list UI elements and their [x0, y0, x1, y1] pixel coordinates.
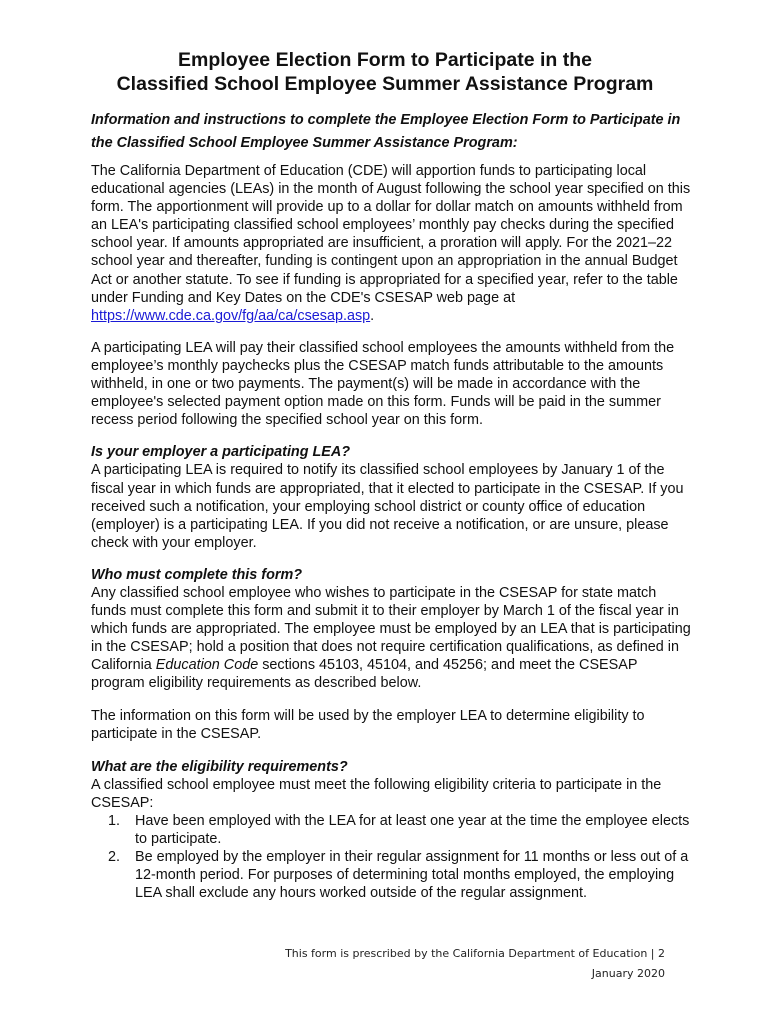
- paragraph-apportion: [91, 162, 691, 325]
- who-text-after: sections 45103, 45104, and 45256; and meet the CSESAP program eligibility requirements as described below.: [91, 657, 638, 692]
- education-code-ref: Education Code: [155, 657, 259, 674]
- heading-eligibility: What are the eligibility requirements?: [91, 758, 348, 775]
- title-line-2: Classified School Employee Summer Assistance Program: [116, 73, 654, 95]
- heading-participating-lea: Is your employer a participating LEA?: [91, 444, 351, 461]
- heading-who-must-complete: Who must complete this form?: [91, 566, 303, 583]
- list-item-text: Be employed by the employer in their regular assignment for 11 months or less out of a 12-month period. For purposes of determining total months employed, the employing LEA shall exclude any hours worked outside of the regular assignment.: [135, 849, 689, 902]
- page-title: [40, 48, 730, 96]
- document-body: [91, 109, 691, 902]
- paragraph-apportion-end: .: [370, 307, 375, 324]
- list-item-number: 1.: [108, 813, 121, 829]
- paragraph-payment: A participating LEA will pay their classified school employees the amounts withheld from the employee’s monthly paychecks plus the CSESAP match funds attributable to the amounts withheld, in one or two payments. The payment(s) will be made in accordance with the employee's selected payment option made on this form. Funds will be paid in the summer recess period following the specified school year on this form.: [91, 339, 675, 429]
- title-line-1: Employee Election Form to Participate in the: [178, 49, 592, 71]
- footer-date: January 2020: [591, 967, 665, 980]
- list-item: [108, 848, 691, 902]
- eligibility-criteria-list: [91, 812, 691, 902]
- paragraph-who-must-complete: [91, 584, 691, 693]
- paragraph-eligibility-intro: A classified school employee must meet the following eligibility criteria to participate in the CSESAP:: [91, 776, 662, 811]
- paragraph-participating-lea: A participating LEA is required to notify its classified school employees by January 1 of the fiscal year in which funds are appropriated, that it elected to participate in the CSESAP. If you received such a notification, your employing school district or county office of education (employer) is a participating LEA. If you did not receive a notification, or are unsure, please check with your employer.: [91, 462, 684, 551]
- list-item: [108, 812, 691, 848]
- csesap-web-link[interactable]: https://www.cde.ca.gov/fg/aa/ca/csesap.asp: [91, 307, 371, 324]
- paragraph-apportion-text: The California Department of Education (CDE) will apportion funds to participating local educational agencies (LEAs) in the month of August following the school year specified on this form. The apportionment will provide up to a dollar for dollar match on amounts withheld from an LEA's participating classified school employees’ monthly pay checks during the specified school year. If amounts appropriated are insufficient, a proration will apply. For the 2021–22 school year and thereafter, funding is contingent upon an appropriation in the annual Budget Act or another statute. To see if funding is appropriated for a specified year, refer to the table under Funding and Key Dates on the CDE's CSESAP web page at: [91, 163, 691, 306]
- list-item-number: 2.: [108, 849, 121, 866]
- footer-prescribed-line: This form is prescribed by the California Department of Education | 2: [285, 947, 665, 960]
- intro-heading: Information and instructions to complete the Employee Election Form to Participate in the Classified School Employee Summer Assistance Program:: [91, 112, 681, 151]
- list-item-text: Have been employed with the LEA for at least one year at the time the employee elects to participate.: [135, 813, 690, 848]
- page-footer: [200, 944, 665, 984]
- who-text-before: Any classified school employee who wishes to participate in the CSESAP for state match funds must complete this form and submit it to their employer by March 1 of the fiscal year in which funds are appropriated. The employee must be employed by an LEA that is participating in the CSESAP; hold a position that does not require certification qualifications, as defined in California: [91, 584, 691, 674]
- paragraph-information-use: The information on this form will be used by the employer LEA to determine eligibility to participate in the CSESAP.: [91, 707, 645, 742]
